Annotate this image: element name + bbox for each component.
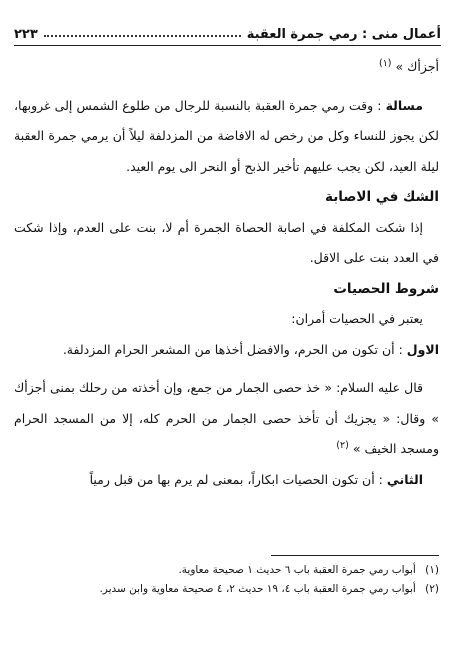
footnote-number: (١): [425, 564, 439, 576]
header-dot-leader: [44, 35, 241, 37]
second-condition-label: الثاني: [386, 471, 423, 487]
paragraph-text: يعتبر في الحصيات أمران:: [291, 311, 423, 326]
footnotes: [14, 561, 439, 599]
first-condition-label: الاول: [406, 341, 439, 357]
paragraph-second-condition: [14, 465, 439, 496]
paragraph-continuation: [14, 52, 439, 83]
paragraph-doubt: [14, 213, 439, 274]
footnote-item: [14, 580, 439, 599]
paragraph-text: : وقت رمي جمرة العقبة بالنسبة للرجال من طلوع الشمس إلى غروبها، لكن يجوز للنساء وكل من رخص له الافاضة من المزدلفة ليلاً أن يرمي جمرة العقبة ليلة العيد، لكن يجب عليهم تأخير الذبح أو النحر الى يوم العيد.: [14, 97, 439, 174]
footnote-number: (٢): [425, 583, 439, 595]
paragraph-text: : أن تكون من الحرم، والافضل أخذها من المشعر الحرام المزدلفة.: [62, 341, 403, 357]
running-header: [14, 20, 441, 46]
footnote-text: أبواب رمي جمرة العقبة باب ٦ حديث ١ صحيحة معاوية.: [178, 564, 416, 576]
footnote-text: أبواب رمي جمرة العقبة باب ٤، ١٩ حديث ٢، ٤ صحيحة معاوية وابن سدير.: [99, 583, 416, 595]
page-number: ٢٢٣: [14, 27, 38, 42]
paragraph-conditions-intro: [14, 304, 439, 335]
section-heading-conditions: شروط الحصيات: [333, 280, 439, 297]
section-heading-doubt: الشك في الاصابة: [325, 189, 439, 205]
main-text: [14, 52, 439, 495]
paragraph-text: : أن تكون الحصيات ابكاراً، بمعنى لم يرم بها من قبل رمياً: [89, 471, 383, 487]
paragraph-issue: [14, 91, 439, 183]
footnote-item: [14, 561, 439, 580]
footnote-reference: (٢): [336, 440, 349, 451]
paragraph-text: قال عليه السلام: « خذ حصى الجمار من جمع، وإن أخذته من رحلك بمنى أجزأك » وقال: « يجزيك أن تأخذ حصى الجمار من الحرم كله، إلا من المسجد الحرام ومسجد الخيف »: [14, 380, 439, 456]
paragraph-first-condition: [14, 335, 439, 366]
paragraph-text: إذا شكت المكلفة في اصابة الحصاة الجمرة أم لا، بنت على العدم، وإذا شكت في العدد بنت على الاقل.: [14, 219, 439, 265]
paragraph-hadith: [14, 373, 439, 465]
running-title: أعمال منى : رمي جمرة العقبة: [246, 27, 441, 42]
footnote-separator: [271, 555, 439, 556]
footnote-reference: (١): [378, 58, 392, 69]
paragraph-text: أجزأك »: [395, 59, 439, 74]
issue-label: مسالة: [385, 97, 423, 113]
